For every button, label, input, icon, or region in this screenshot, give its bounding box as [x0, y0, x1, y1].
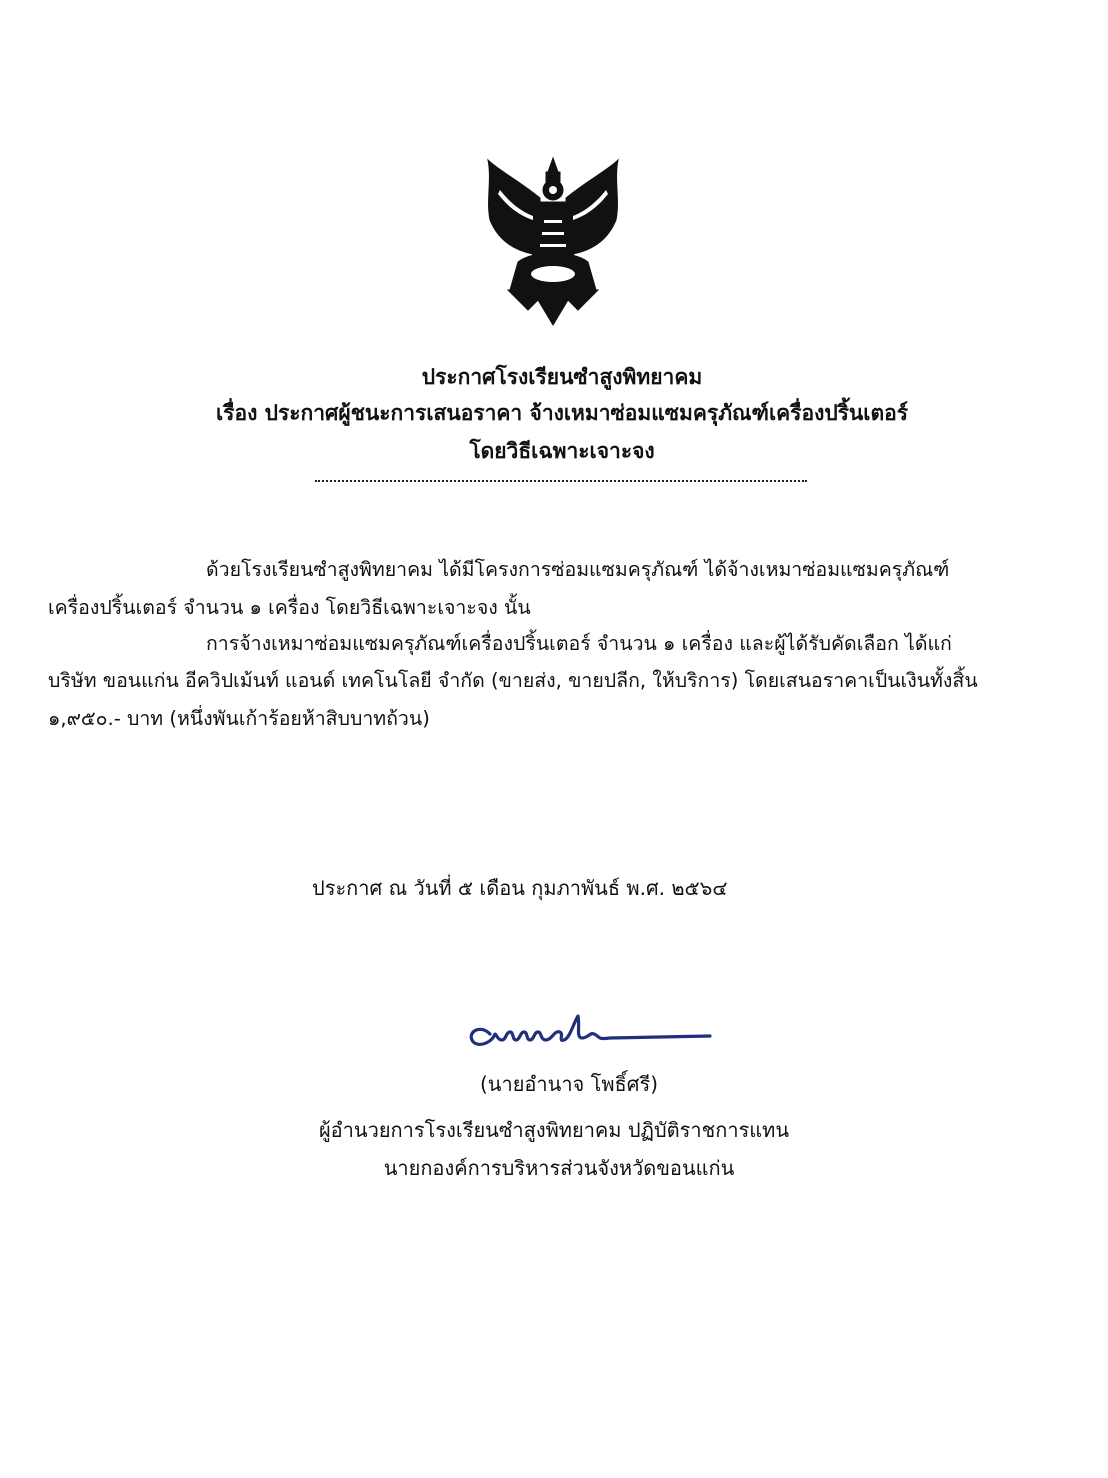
signatory-name: (นายอำนาจ โพธิ์ศรี): [479, 1072, 659, 1096]
paragraph-1-line-1: ด้วยโรงเรียนซำสูงพิทยาคม ได้มีโครงการซ่อมแซมครุภัณฑ์ ได้จ้างเหมาซ่อมแซมครุภัณฑ์: [206, 558, 950, 581]
announcement-date: ประกาศ ณ วันที่ ๕ เดือน กุมภาพันธ์ พ.ศ. ๒๕๖๔: [312, 876, 728, 900]
garuda-emblem-icon: [478, 150, 628, 330]
dotted-divider: [315, 480, 807, 482]
paragraph-2-line-2: บริษัท ขอนแก่น อีควิปเม้นท์ แอนด์ เทคโนโลยี จำกัด (ขายส่ง, ขายปลีก, ให้บริการ) โดยเสนอราคาเป็นเงินทั้งสิ้น: [48, 669, 978, 692]
signatory-position: ผู้อำนวยการโรงเรียนซำสูงพิทยาคม ปฏิบัติราชการแทน: [318, 1118, 790, 1142]
paragraph-2-line-3: ๑,๙๕๐.- บาท (หนึ่งพันเก้าร้อยห้าสิบบาทถ้วน): [48, 707, 430, 730]
paragraph-1-line-2: เครื่องปริ้นเตอร์ จำนวน ๑ เครื่อง โดยวิธีเฉพาะเจาะจง นั้น: [48, 596, 531, 619]
announcement-title: ประกาศโรงเรียนซำสูงพิทยาคม: [421, 365, 703, 389]
announcement-method: โดยวิธีเฉพาะเจาะจง: [469, 439, 655, 463]
announcement-subject: เรื่อง ประกาศผู้ชนะการเสนอราคา จ้างเหมาซ่อมแซมครุภัณฑ์เครื่องปริ้นเตอร์: [216, 401, 908, 425]
paragraph-2-line-1: การจ้างเหมาซ่อมแซมครุภัณฑ์เครื่องปริ้นเตอร์ จำนวน ๑ เครื่อง และผู้ได้รับคัดเลือก ได้แก่: [206, 632, 952, 655]
signatory-acting-for: นายกองค์การบริหารส่วนจังหวัดขอนแก่น: [383, 1156, 735, 1180]
handwritten-signature: [460, 1010, 715, 1054]
